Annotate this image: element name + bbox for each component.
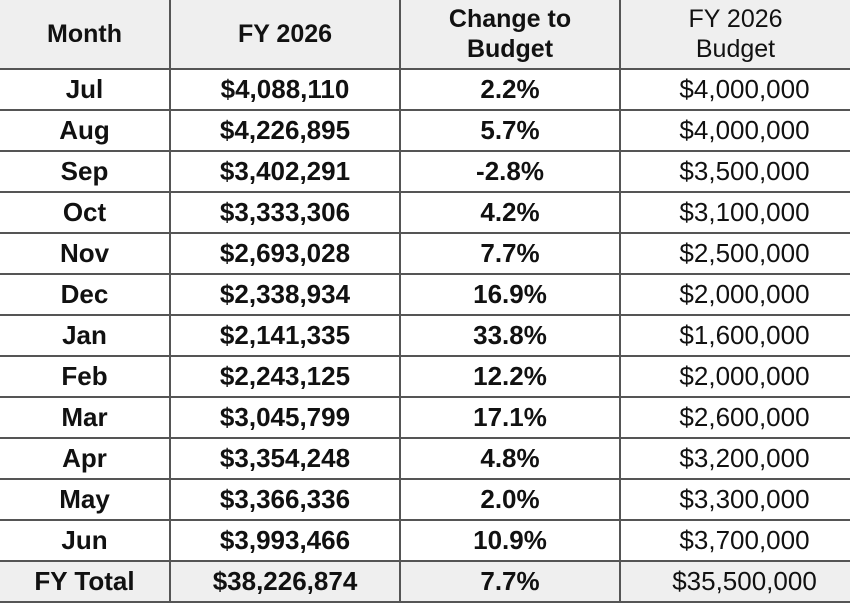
month-cell: Dec <box>0 274 170 315</box>
budget-cell: $3,700,000 <box>620 520 850 561</box>
header-budget-line1: FY 2026 <box>688 5 783 33</box>
header-budget-line2: Budget <box>695 35 776 63</box>
total-budget-cell: $35,500,000 <box>620 561 850 602</box>
change-cell: 4.2% <box>400 192 620 233</box>
budget-cell: $3,200,000 <box>620 438 850 479</box>
change-cell: 5.7% <box>400 110 620 151</box>
change-cell: 7.7% <box>400 233 620 274</box>
fy-cell: $4,088,110 <box>170 69 400 110</box>
table-row <box>0 110 850 151</box>
table-row <box>0 274 850 315</box>
change-cell: 2.0% <box>400 479 620 520</box>
change-cell: -2.8% <box>400 151 620 192</box>
budget-cell: $4,000,000 <box>620 110 850 151</box>
total-month-cell: FY Total <box>0 561 170 602</box>
month-cell: Apr <box>0 438 170 479</box>
change-cell: 4.8% <box>400 438 620 479</box>
month-cell: Mar <box>0 397 170 438</box>
budget-cell: $3,300,000 <box>620 479 850 520</box>
budget-cell: $2,500,000 <box>620 233 850 274</box>
header-fy: FY 2026 <box>170 0 400 69</box>
fy-cell: $4,226,895 <box>170 110 400 151</box>
fy-cell: $3,993,466 <box>170 520 400 561</box>
fy-cell: $3,366,336 <box>170 479 400 520</box>
header-budget <box>620 0 850 69</box>
total-fy-cell: $38,226,874 <box>170 561 400 602</box>
total-change-cell: 7.7% <box>400 561 620 602</box>
fy-cell: $2,141,335 <box>170 315 400 356</box>
month-cell: Jun <box>0 520 170 561</box>
header-change-line2: Budget <box>466 35 554 63</box>
table-row <box>0 356 850 397</box>
table-row <box>0 397 850 438</box>
budget-cell: $2,000,000 <box>620 274 850 315</box>
month-cell: Feb <box>0 356 170 397</box>
header-row <box>0 0 850 69</box>
change-cell: 17.1% <box>400 397 620 438</box>
month-cell: Jul <box>0 69 170 110</box>
month-cell: Aug <box>0 110 170 151</box>
budget-cell: $2,000,000 <box>620 356 850 397</box>
change-cell: 2.2% <box>400 69 620 110</box>
change-cell: 12.2% <box>400 356 620 397</box>
change-cell: 10.9% <box>400 520 620 561</box>
fy-cell: $2,338,934 <box>170 274 400 315</box>
month-cell: Oct <box>0 192 170 233</box>
table-row <box>0 520 850 561</box>
change-cell: 16.9% <box>400 274 620 315</box>
fy-cell: $3,354,248 <box>170 438 400 479</box>
table-row <box>0 233 850 274</box>
budget-cell: $4,000,000 <box>620 69 850 110</box>
month-cell: May <box>0 479 170 520</box>
fy-cell: $3,045,799 <box>170 397 400 438</box>
table-header <box>0 0 850 69</box>
budget-cell: $1,600,000 <box>620 315 850 356</box>
header-change-line1: Change to <box>448 5 572 33</box>
fy-cell: $3,402,291 <box>170 151 400 192</box>
month-cell: Jan <box>0 315 170 356</box>
table-row <box>0 438 850 479</box>
budget-cell: $3,500,000 <box>620 151 850 192</box>
table-row <box>0 315 850 356</box>
table-row <box>0 479 850 520</box>
table-body <box>0 69 850 602</box>
budget-cell: $3,100,000 <box>620 192 850 233</box>
table-row <box>0 69 850 110</box>
budget-cell: $2,600,000 <box>620 397 850 438</box>
fy-cell: $2,693,028 <box>170 233 400 274</box>
fy-cell: $3,333,306 <box>170 192 400 233</box>
total-row <box>0 561 850 602</box>
table-row <box>0 192 850 233</box>
table-row <box>0 151 850 192</box>
change-cell: 33.8% <box>400 315 620 356</box>
month-cell: Sep <box>0 151 170 192</box>
header-month: Month <box>0 0 170 69</box>
fy-cell: $2,243,125 <box>170 356 400 397</box>
header-change <box>400 0 620 69</box>
month-cell: Nov <box>0 233 170 274</box>
